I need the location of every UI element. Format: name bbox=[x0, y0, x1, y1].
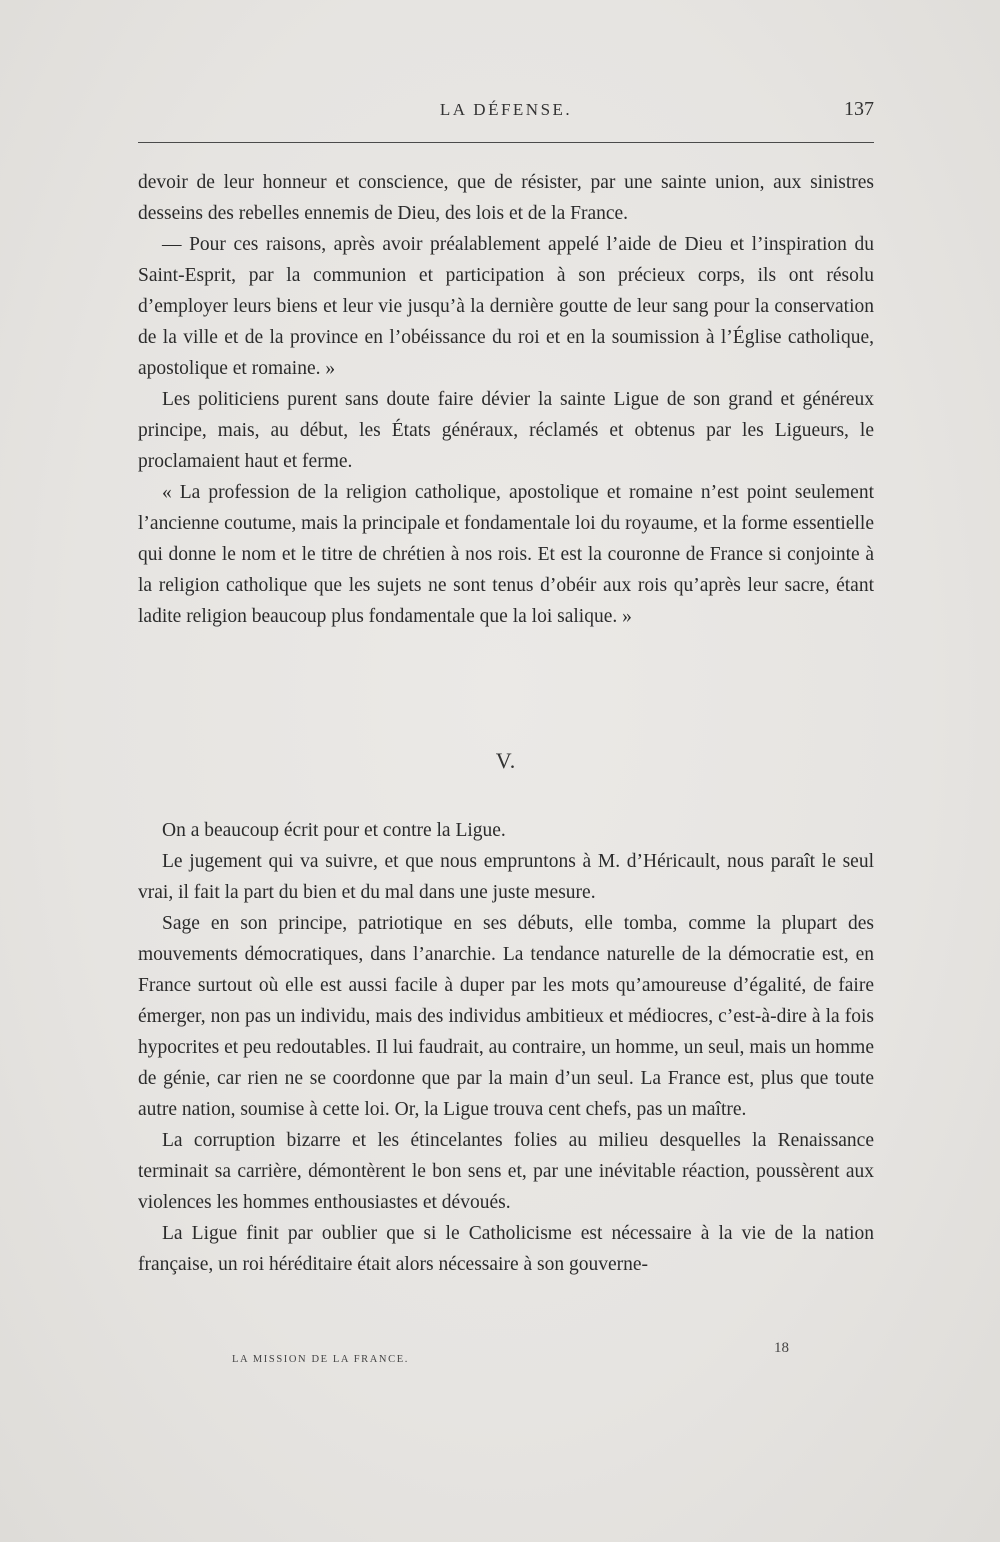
quotation-paragraph: « La profession de la religion catholique, apostolique et romaine n’est point seulement l’ancienne coutume, mais la principale et fondamentale loi du royaume, et la forme essentielle qui donne le nom et le titre de chrétien à nos rois. Et est la couronne de France si conjointe à la religion catholique que les sujets ne sont tenus d’obéir aux rois qu’après leur sacre, étant ladite religion beaucoup plus fondamentale que la loi salique. » bbox=[138, 482, 874, 627]
signature-mark: LA MISSION DE LA FRANCE. bbox=[232, 1354, 409, 1365]
header-rule bbox=[138, 142, 874, 143]
paragraph: La corruption bizarre et les étincelantes folies au milieu desquelles la Renaissance terminait sa carrière, démontèrent le bon sens et, par une inévitable réaction, poussèrent aux violences les hommes enthousiastes et dévoués. bbox=[138, 1130, 874, 1213]
running-title: LA DÉFENSE. bbox=[439, 100, 573, 119]
text-block-lower bbox=[138, 815, 874, 1280]
paragraph: Le jugement qui va suivre, et que nous empruntons à M. d’Héricault, nous paraît le seul vrai, il fait la part du bien et du mal dans une juste mesure. bbox=[138, 851, 874, 903]
paragraph: On a beaucoup écrit pour et contre la Ligue. bbox=[162, 820, 506, 841]
paragraph: devoir de leur honneur et conscience, que de résister, par une sainte union, aux sinistres desseins des rebelles ennemis de Dieu, des lois et de la France. bbox=[138, 172, 874, 224]
page-number: 137 bbox=[844, 98, 874, 120]
signature-number: 18 bbox=[774, 1340, 789, 1356]
paragraph: — Pour ces raisons, après avoir préalablement appelé l’aide de Dieu et l’inspiration du Saint-Esprit, par la communion et participation à son précieux corps, ils ont résolu d’employer leurs biens et leur vie jusqu’à la dernière goutte de leur sang pour la conservation de la ville et de la province en l’obéissance du roi et en la soumission à l’Église catholique, apostolique et romaine. » bbox=[138, 234, 874, 379]
section-heading: V. bbox=[495, 748, 517, 773]
running-head bbox=[138, 96, 874, 128]
paragraph: Les politiciens purent sans doute faire dévier la sainte Ligue de son grand et généreux principe, mais, au début, les États généraux, réclamés et obtenus par les Ligueurs, le proclamaient haut et ferme. bbox=[138, 389, 874, 472]
text-block-upper bbox=[138, 167, 874, 632]
paragraph: Sage en son principe, patriotique en ses débuts, elle tomba, comme la plupart des mouvements démocratiques, dans l’anarchie. La tendance naturelle de la démocratie est, en France surtout où elle est aussi facile à duper par les mots qu’amoureuse d’égalité, de faire émerger, non pas un individu, mais des individus ambitieux et médiocres, c’est-à-dire à la fois hypocrites et peu redoutables. Il lui faudrait, au contraire, un homme, un seul, mais un homme de génie, car rien ne se coordonne que par la main d’un seul. La France est, plus que toute autre nation, soumise à cette loi. Or, la Ligue trouva cent chefs, pas un maître. bbox=[138, 913, 874, 1120]
page-footer bbox=[138, 1340, 874, 1370]
paragraph: La Ligue finit par oublier que si le Catholicisme est nécessaire à la vie de la nation française, un roi héréditaire était alors nécessaire à son gouverne- bbox=[138, 1223, 874, 1275]
